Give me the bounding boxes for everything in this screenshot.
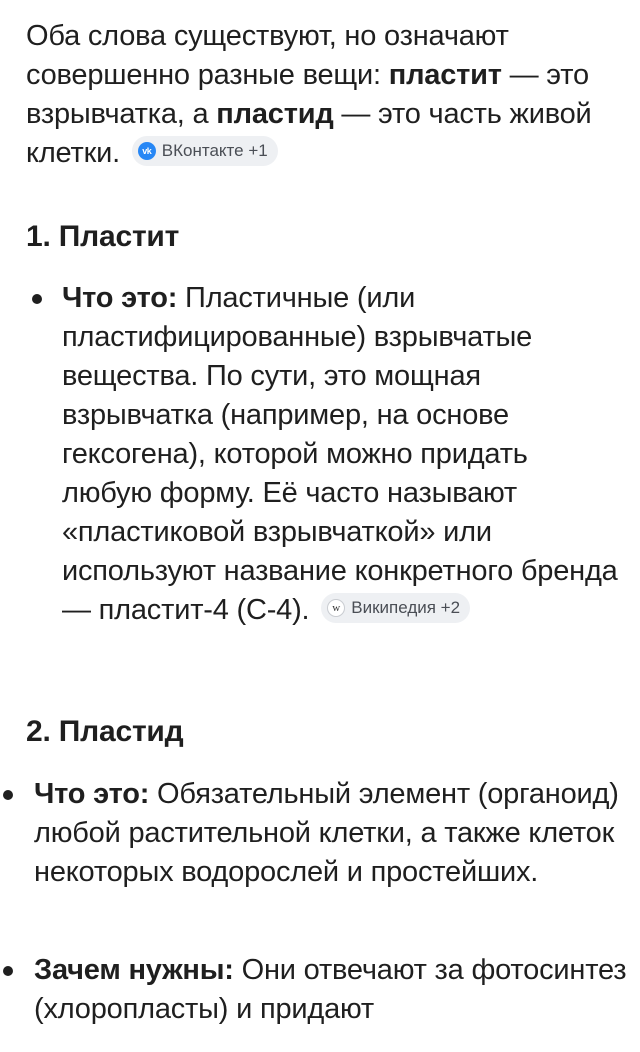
list-item <box>62 279 622 630</box>
section-heading-plastid: 2. Пластид <box>26 715 184 748</box>
item-text: Обязательный элемент (органоид) любой растительной клетки, а также клеток некоторых водорослей и простейших. <box>34 778 619 888</box>
item-text: Они отвечают за фотосинтез (хлоропласты) и придают <box>34 954 627 1025</box>
item-label: Зачем нужны: <box>34 954 234 986</box>
vk-icon: vk <box>138 142 156 160</box>
section-heading-plastit: 1. Пластит <box>26 220 180 253</box>
bullet-icon <box>3 966 13 976</box>
intro-paragraph <box>26 17 626 173</box>
item-label: Что это: <box>62 282 178 314</box>
bullet-icon <box>3 790 13 800</box>
list-item <box>34 775 634 892</box>
list-item <box>34 951 634 1029</box>
intro-text-1: Оба слова существуют, но означают совершенно разные вещи: <box>26 20 509 91</box>
bullet-icon <box>32 294 42 304</box>
wikipedia-icon: w <box>327 599 345 617</box>
term-plastit: пластит <box>388 59 502 91</box>
intro-text-2: — это взрывчатка, а <box>26 59 589 130</box>
term-plastid: пластид <box>216 98 334 130</box>
item-text: Пластичные (или пластифицированные) взрывчатые вещества. По сути, это мощная взрывчатка (например, на основе гексогена), которой можно придать любую форму. Её часто называют «пластиковой взрывчаткой» или используют название конкретного бренда — пластит-4 (С-4). <box>62 282 618 626</box>
source-chip-label: ВКонтакте +1 <box>161 141 268 161</box>
source-chip-wikipedia[interactable] <box>321 593 470 623</box>
item-label: Что это: <box>34 778 150 810</box>
source-chip-vk[interactable] <box>132 136 278 166</box>
intro-text-3: — это часть живой клетки. <box>26 98 592 169</box>
source-chip-label: Википедия +2 <box>351 598 461 618</box>
